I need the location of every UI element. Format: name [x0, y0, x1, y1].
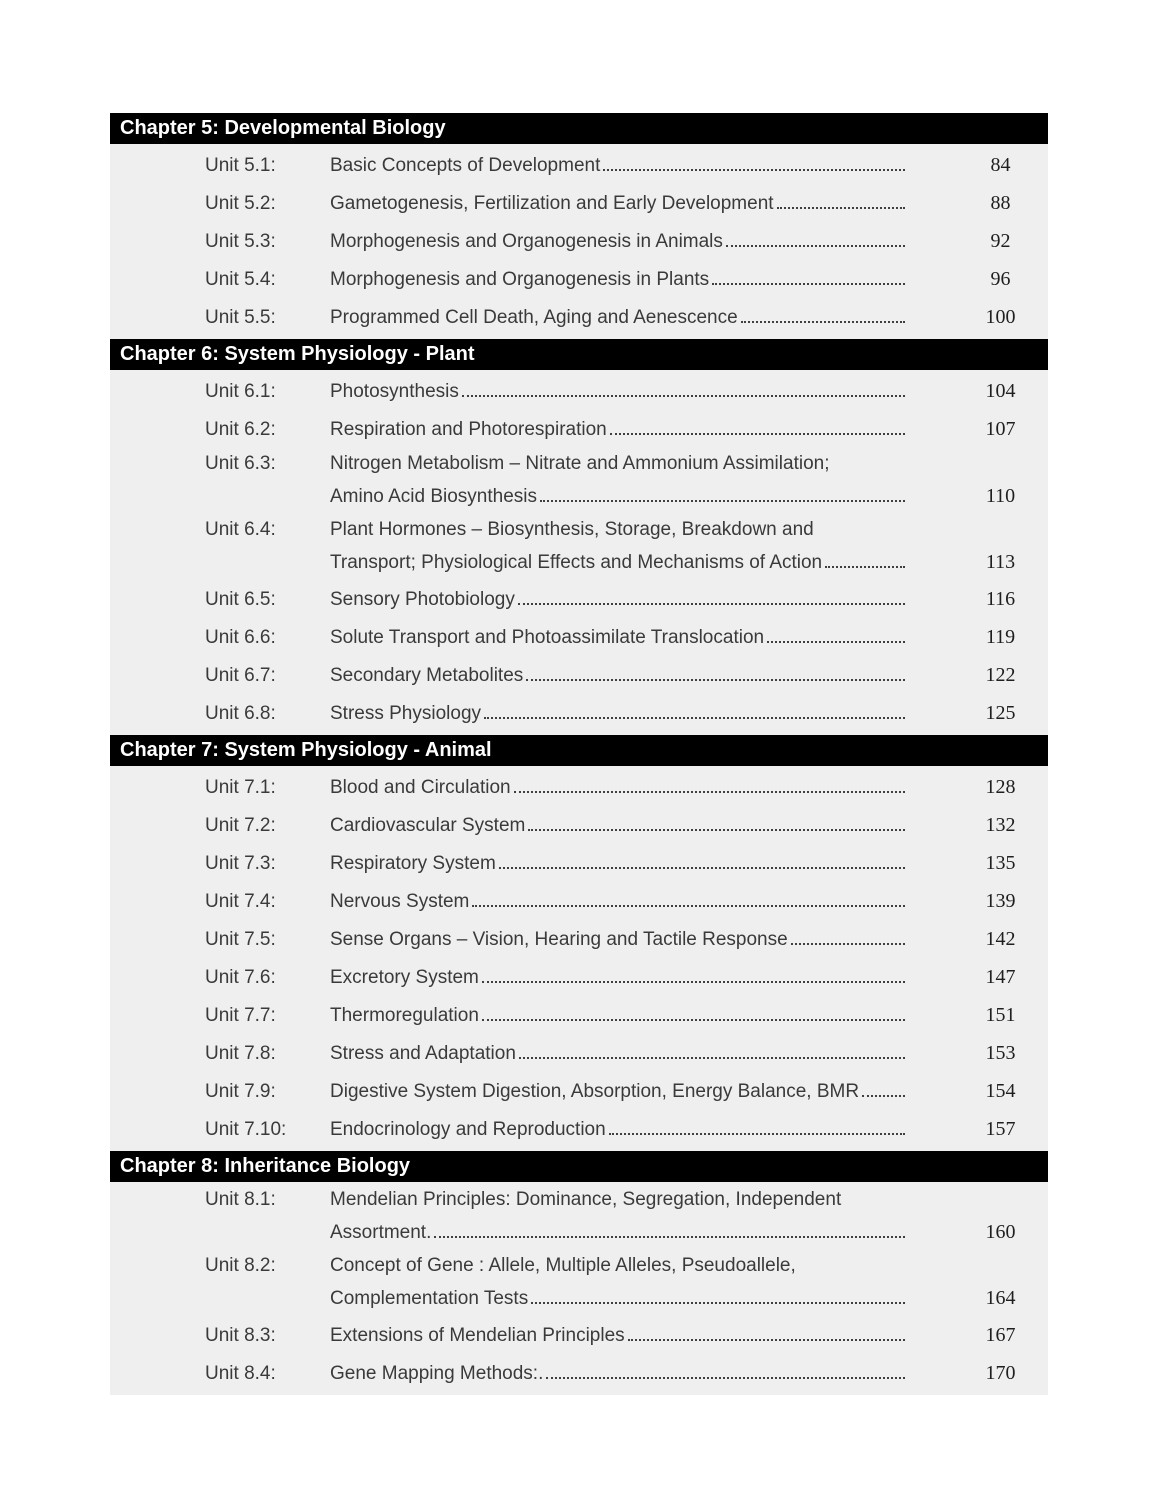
toc-entry-line — [110, 1217, 1048, 1250]
toc-entry-line — [110, 222, 1048, 260]
page-number: 113 — [985, 551, 1016, 573]
dotted-leader — [777, 207, 905, 209]
dotted-leader — [825, 566, 905, 568]
unit-label: Unit 5.2: — [205, 193, 276, 214]
unit-title: Secondary Metabolites — [330, 665, 524, 686]
unit-title: Gene Mapping Methods:. — [330, 1363, 544, 1384]
toc-entry-line — [110, 694, 1048, 732]
unit-title: Extensions of Mendelian Principles — [330, 1325, 625, 1346]
dotted-leader — [482, 981, 905, 983]
toc-entry-line — [110, 920, 1048, 958]
unit-title: Stress Physiology — [330, 703, 482, 724]
page-number: 157 — [985, 1118, 1016, 1140]
page-number: 170 — [985, 1362, 1016, 1384]
chapter-title: Chapter 5: Developmental Biology — [120, 117, 446, 139]
toc-content — [110, 113, 1048, 1395]
unit-title: Nervous System — [330, 891, 470, 912]
chapter-section — [110, 735, 1048, 1151]
toc-entry-line — [110, 958, 1048, 996]
unit-label: Unit 6.1: — [205, 381, 276, 402]
page-number: 119 — [985, 626, 1016, 648]
toc-entry — [110, 1184, 1048, 1250]
unit-title: Mendelian Principles: Dominance, Segregation, Independent — [330, 1189, 842, 1210]
page-number: 100 — [985, 306, 1016, 328]
toc-entry-line — [110, 481, 1048, 514]
unit-label: Unit 5.1: — [205, 155, 276, 176]
unit-title: Solute Transport and Photoassimilate Translocation — [330, 627, 765, 648]
unit-title: Sense Organs – Vision, Hearing and Tactile Response — [330, 929, 788, 950]
dotted-leader — [518, 603, 905, 605]
toc-entry — [110, 448, 1048, 514]
dotted-leader — [531, 1302, 905, 1304]
toc-entry-line — [110, 1034, 1048, 1072]
toc-entry — [110, 146, 1048, 184]
toc-entry — [110, 260, 1048, 298]
toc-entry — [110, 996, 1048, 1034]
toc-entry-line — [110, 260, 1048, 298]
chapter-section — [110, 339, 1048, 735]
page-number: 96 — [990, 268, 1011, 290]
toc-entry-line — [110, 410, 1048, 448]
unit-title: Basic Concepts of Development — [330, 155, 601, 176]
page-number: 88 — [990, 192, 1011, 214]
unit-label: Unit 7.3: — [205, 853, 276, 874]
unit-label: Unit 8.3: — [205, 1325, 276, 1346]
unit-title: Blood and Circulation — [330, 777, 511, 798]
toc-entry — [110, 1072, 1048, 1110]
unit-label: Unit 7.4: — [205, 891, 276, 912]
page-number: 154 — [985, 1080, 1016, 1102]
page-number: 107 — [985, 418, 1016, 440]
toc-entry-line — [110, 1250, 1048, 1283]
chapter-title: Chapter 8: Inheritance Biology — [120, 1155, 411, 1177]
toc-entry — [110, 514, 1048, 580]
unit-title: Programmed Cell Death, Aging and Aenescence — [330, 307, 738, 328]
page-number: 84 — [990, 154, 1011, 176]
toc-entry — [110, 222, 1048, 260]
dotted-leader — [628, 1339, 905, 1341]
toc-entry-line — [110, 184, 1048, 222]
dotted-leader — [609, 1133, 905, 1135]
unit-label: Unit 7.10: — [205, 1119, 287, 1140]
chapter-rows — [110, 144, 1048, 339]
toc-entry-line — [110, 372, 1048, 410]
toc-entry-line — [110, 1110, 1048, 1148]
unit-label: Unit 7.8: — [205, 1043, 276, 1064]
unit-title: Transport; Physiological Effects and Mechanisms of Action — [330, 552, 823, 573]
unit-label: Unit 5.4: — [205, 269, 276, 290]
chapter-section — [110, 1151, 1048, 1395]
toc-entry — [110, 1354, 1048, 1392]
dotted-leader — [514, 791, 905, 793]
toc-entry — [110, 768, 1048, 806]
chapter-header — [110, 1151, 1048, 1182]
dotted-leader — [528, 829, 905, 831]
dotted-leader — [603, 169, 905, 171]
page-number: 135 — [985, 852, 1016, 874]
chapter-rows — [110, 1182, 1048, 1395]
toc-entry-line — [110, 146, 1048, 184]
toc-entry — [110, 410, 1048, 448]
unit-label: Unit 6.6: — [205, 627, 276, 648]
toc-entry — [110, 298, 1048, 336]
toc-entry-line — [110, 1072, 1048, 1110]
unit-title: Nitrogen Metabolism – Nitrate and Ammonium Assimilation; — [330, 453, 830, 474]
unit-label: Unit 5.3: — [205, 231, 276, 252]
toc-entry — [110, 1110, 1048, 1148]
toc-entry — [110, 882, 1048, 920]
unit-label: Unit 6.2: — [205, 419, 276, 440]
chapter-rows — [110, 370, 1048, 735]
page-number: 151 — [985, 1004, 1016, 1026]
unit-title: Assortment. — [330, 1222, 432, 1243]
unit-label: Unit 7.1: — [205, 777, 276, 798]
page-number: 153 — [985, 1042, 1016, 1064]
unit-title: Concept of Gene : Allele, Multiple Alleles, Pseudoallele, — [330, 1255, 796, 1276]
page-number: 125 — [985, 702, 1016, 724]
toc-entry — [110, 1250, 1048, 1316]
toc-entry-line — [110, 448, 1048, 481]
toc-entry-line — [110, 1316, 1048, 1354]
chapter-rows — [110, 766, 1048, 1151]
unit-title: Morphogenesis and Organogenesis in Animals — [330, 231, 723, 252]
dotted-leader — [862, 1095, 905, 1097]
toc-entry-line — [110, 656, 1048, 694]
unit-title: Thermoregulation — [330, 1005, 479, 1026]
page-number: 132 — [985, 814, 1016, 836]
dotted-leader — [526, 679, 905, 681]
page-number: 139 — [985, 890, 1016, 912]
toc-entry — [110, 580, 1048, 618]
unit-label: Unit 6.7: — [205, 665, 276, 686]
toc-entry — [110, 844, 1048, 882]
page-number: 142 — [985, 928, 1016, 950]
toc-entry-line — [110, 514, 1048, 547]
unit-title: Excretory System — [330, 967, 479, 988]
page-number: 128 — [985, 776, 1016, 798]
toc-entry — [110, 656, 1048, 694]
page-number: 147 — [985, 966, 1016, 988]
toc-entry-line — [110, 1354, 1048, 1392]
dotted-leader — [482, 1019, 905, 1021]
page-number: 92 — [990, 230, 1011, 252]
toc-entry-line — [110, 806, 1048, 844]
page-number: 160 — [985, 1221, 1016, 1243]
unit-label: Unit 8.2: — [205, 1255, 276, 1276]
dotted-leader — [610, 433, 905, 435]
unit-title: Cardiovascular System — [330, 815, 526, 836]
dotted-leader — [741, 321, 905, 323]
unit-title: Gametogenesis, Fertilization and Early Development — [330, 193, 774, 214]
unit-title: Photosynthesis — [330, 381, 459, 402]
chapter-section — [110, 113, 1048, 339]
dotted-leader — [540, 500, 905, 502]
unit-label: Unit 7.9: — [205, 1081, 276, 1102]
page-number: 110 — [985, 485, 1016, 507]
unit-label: Unit 6.3: — [205, 453, 276, 474]
unit-title: Respiration and Photorespiration — [330, 419, 607, 440]
toc-entry — [110, 1316, 1048, 1354]
toc-entry-line — [110, 298, 1048, 336]
dotted-leader — [726, 245, 905, 247]
dotted-leader — [462, 395, 905, 397]
unit-title: Respiratory System — [330, 853, 496, 874]
toc-entry-line — [110, 1283, 1048, 1316]
chapter-header — [110, 113, 1048, 144]
unit-title: Endocrinology and Reproduction — [330, 1119, 606, 1140]
toc-entry — [110, 184, 1048, 222]
toc-entry — [110, 694, 1048, 732]
toc-entry-line — [110, 768, 1048, 806]
toc-entry — [110, 920, 1048, 958]
unit-label: Unit 7.5: — [205, 929, 276, 950]
toc-entry — [110, 372, 1048, 410]
unit-label: Unit 6.5: — [205, 589, 276, 610]
toc-entry-line — [110, 1184, 1048, 1217]
unit-title: Complementation Tests — [330, 1288, 529, 1309]
page-number: 164 — [985, 1287, 1016, 1309]
chapter-title: Chapter 7: System Physiology - Animal — [120, 739, 492, 761]
unit-label: Unit 6.8: — [205, 703, 276, 724]
toc-entry-line — [110, 618, 1048, 656]
toc-entry-line — [110, 882, 1048, 920]
unit-label: Unit 7.2: — [205, 815, 276, 836]
page-number: 122 — [985, 664, 1016, 686]
toc-entry — [110, 806, 1048, 844]
unit-label: Unit 7.6: — [205, 967, 276, 988]
page-number: 116 — [985, 588, 1016, 610]
toc-entry — [110, 1034, 1048, 1072]
unit-title: Stress and Adaptation — [330, 1043, 516, 1064]
page-number: 104 — [985, 380, 1016, 402]
toc-entry — [110, 958, 1048, 996]
chapter-header — [110, 735, 1048, 766]
unit-label: Unit 6.4: — [205, 519, 276, 540]
toc-entry-line — [110, 547, 1048, 580]
unit-label: Unit 8.1: — [205, 1189, 276, 1210]
dotted-leader — [499, 867, 905, 869]
unit-title: Sensory Photobiology — [330, 589, 515, 610]
toc-entry — [110, 618, 1048, 656]
dotted-leader — [767, 641, 905, 643]
unit-label: Unit 5.5: — [205, 307, 276, 328]
dotted-leader — [519, 1057, 905, 1059]
unit-title: Morphogenesis and Organogenesis in Plants — [330, 269, 710, 290]
chapter-title: Chapter 6: System Physiology - Plant — [120, 343, 475, 365]
unit-title: Digestive System Digestion, Absorption, Energy Balance, BMR — [330, 1081, 860, 1102]
dotted-leader — [791, 943, 905, 945]
toc-entry-line — [110, 580, 1048, 618]
toc-entry-line — [110, 844, 1048, 882]
dotted-leader — [434, 1236, 905, 1238]
dotted-leader — [712, 283, 905, 285]
unit-title: Plant Hormones – Biosynthesis, Storage, Breakdown and — [330, 519, 814, 540]
chapter-header — [110, 339, 1048, 370]
unit-label: Unit 8.4: — [205, 1363, 276, 1384]
dotted-leader — [484, 717, 905, 719]
page-number: 167 — [985, 1324, 1016, 1346]
unit-label: Unit 7.7: — [205, 1005, 276, 1026]
toc-entry-line — [110, 996, 1048, 1034]
dotted-leader — [472, 905, 905, 907]
unit-title: Amino Acid Biosynthesis — [330, 486, 537, 507]
dotted-leader — [546, 1377, 905, 1379]
